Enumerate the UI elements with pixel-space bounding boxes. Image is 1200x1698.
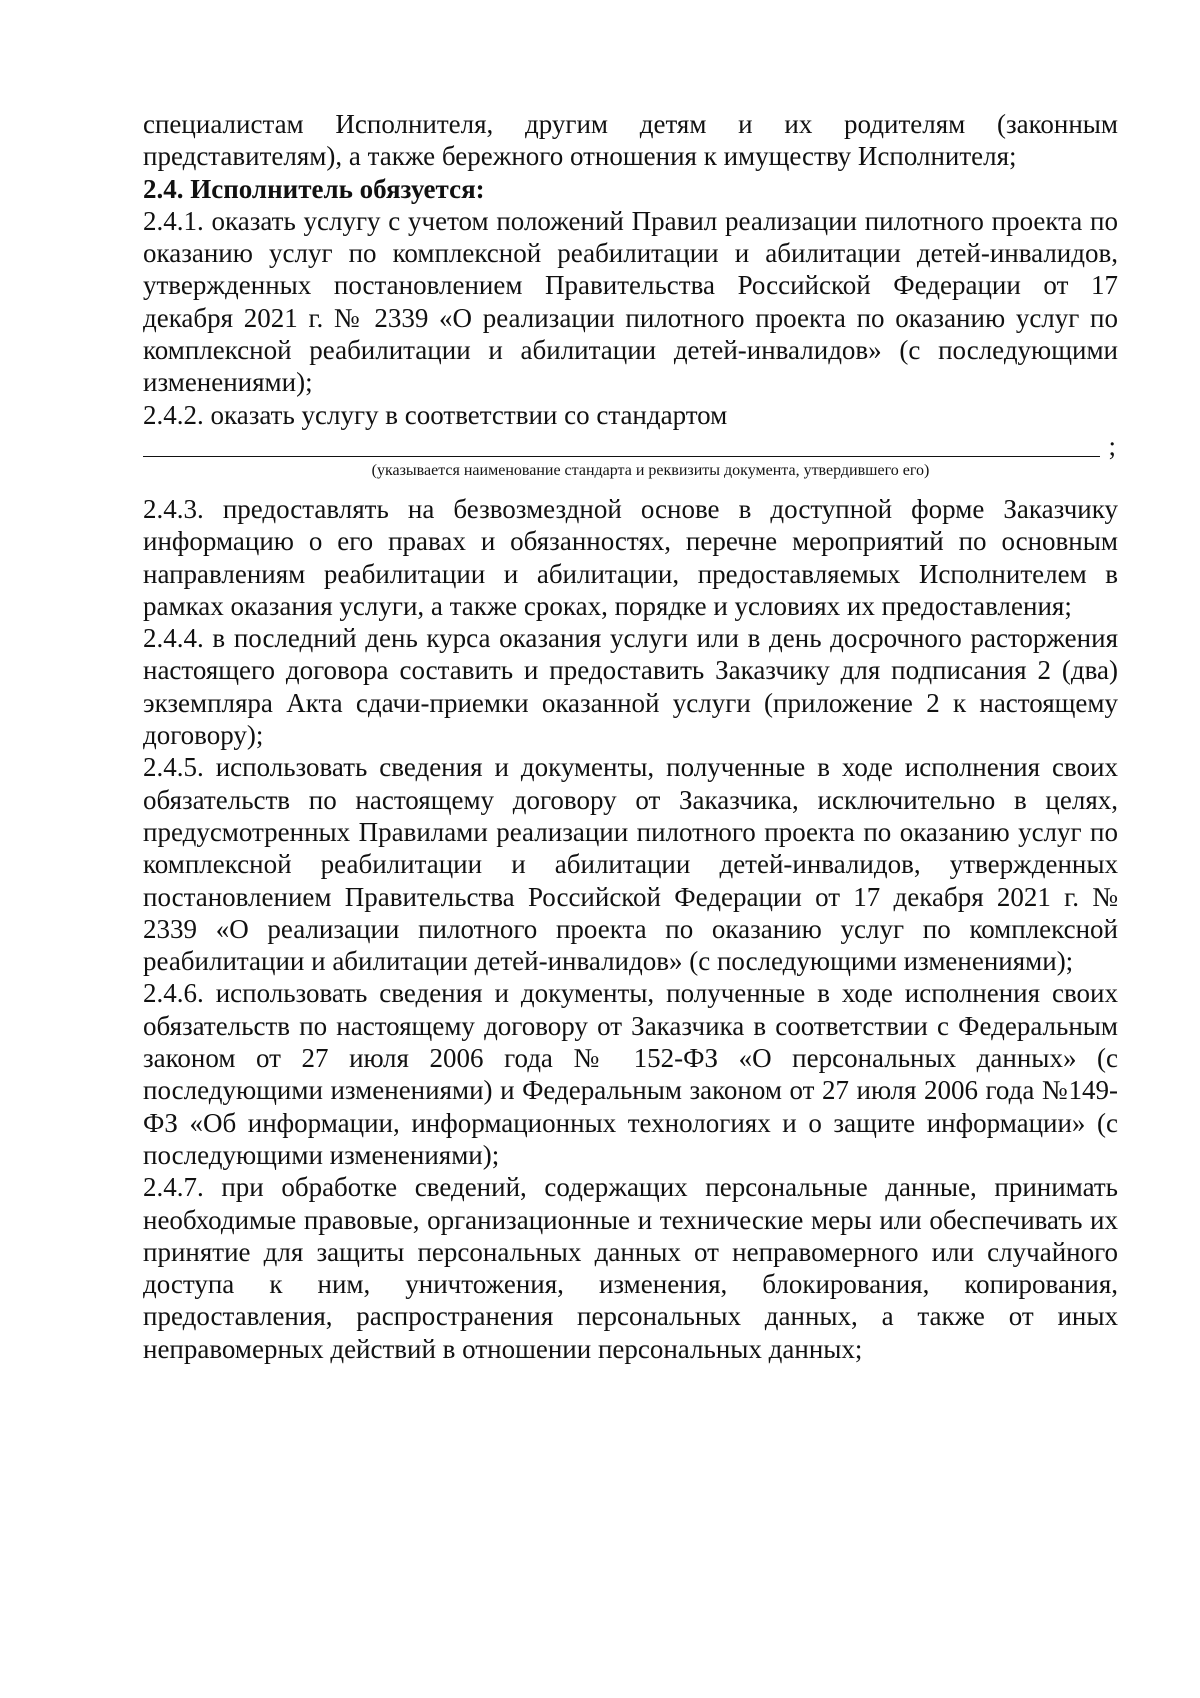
clause-2-4-1: 2.4.1. оказать услугу с учетом положений Правил реализации пилотного проекта по оказанию услуг по комплексной реабилитации и абилитации детей-инвалидов, утвержденных постановлением Правительства Российской Федерации от 17 декабря 2021 г. № 2339 «О реализации пилотного проекта по оказанию услуг по комплексной реабилитации и абилитации детей-инвалидов» (с последующими изменениями);: [143, 205, 1118, 398]
paragraph-intro: специалистам Исполнителя, другим детям и их родителям (законным представителям), а также бережного отношения к имуществу Исполнителя;: [143, 109, 1118, 172]
document-page: [143, 108, 1118, 1365]
clause-2-4-6: 2.4.6. использовать сведения и документы, полученные в ходе исполнения своих обязательств по настоящему договору от Заказчика в соответствии с Федеральным законом от 27 июля 2006 года № 152-ФЗ «О персональных данных» (с последующими изменениями) и Федеральным законом от 27 июля 2006 года №149-ФЗ «Об информации, информационных технологиях и о защите информации» (с последующими изменениями);: [143, 978, 1118, 1170]
clause-2-4-2: 2.4.2. оказать услугу в соответствии со стандартом: [143, 399, 728, 430]
blank-caption: (указывается наименование стандарта и реквизиты документа, утвердившего его): [371, 461, 930, 479]
clause-2-4-5: 2.4.5. использовать сведения и документы, полученные в ходе исполнения своих обязательств по настоящему договору от Заказчика, исключительно в целях, предусмотренных Правилами реализации пилотного проекта по оказанию услуг по комплексной реабилитации и абилитации детей-инвалидов, утвержденных постановлением Правительства Российской Федерации от 17 декабря 2021 г. № 2339 «О реализации пилотного проекта по оказанию услуг по комплексной реабилитации и абилитации детей-инвалидов» (с последующими изменениями);: [143, 752, 1118, 977]
section-heading: 2.4. Исполнитель обязуется:: [143, 173, 485, 204]
clause-2-4-7: 2.4.7. при обработке сведений, содержащих персональные данные, принимать необходимые правовые, организационные и технические меры или обеспечивать их принятие для защиты персональных данных от неправомерного или случайного доступа к ним, уничтожения, изменения, блокирования, копирования, предоставления, распространения персональных данных, а также от иных неправомерных действий в отношении персональных данных;: [143, 1172, 1118, 1364]
clause-2-4-3: 2.4.3. предоставлять на безвозмездной основе в доступной форме Заказчику информацию о его правах и обязанностях, перечне мероприятий по основным направлениям реабилитации и абилитации, предоставляемых Исполнителем в рамках оказания услуги, а также сроках, порядке и условиях их предоставления;: [143, 493, 1118, 621]
clause-2-4-4: 2.4.4. в последний день курса оказания услуги или в день досрочного расторжения настоящего договора составить и предоставить Заказчику для подписания 2 (два) экземпляра Акта сдачи-приемки оказанной услуги (приложение 2 к настоящему договору);: [143, 623, 1118, 751]
blank-underline: [143, 456, 1100, 457]
blank-semicolon: ;: [1108, 430, 1116, 461]
standard-blank-field: [143, 431, 1118, 461]
